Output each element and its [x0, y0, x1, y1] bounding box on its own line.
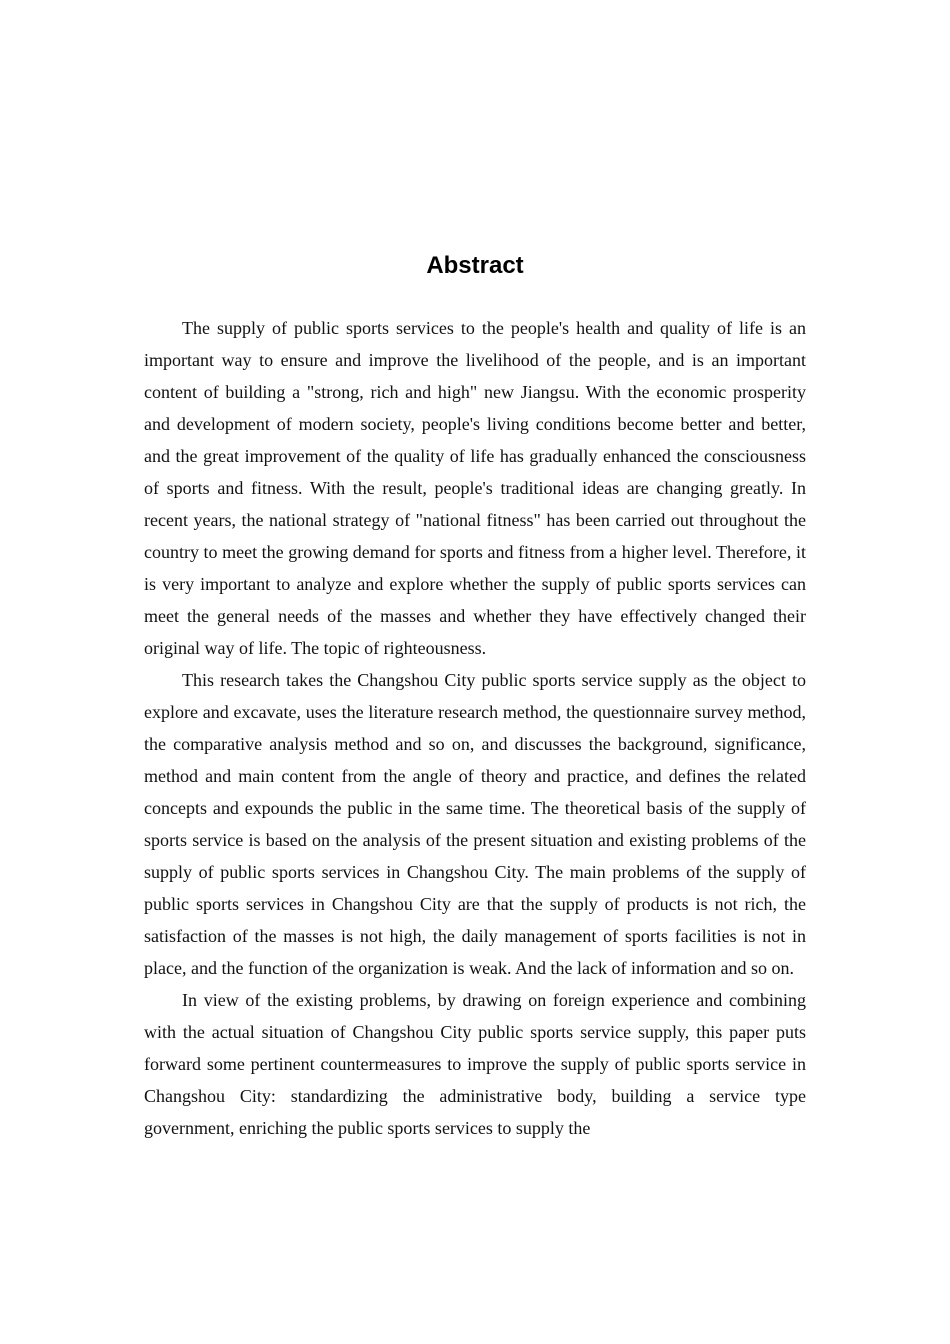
abstract-body — [144, 312, 806, 1144]
abstract-paragraph-2: This research takes the Changshou City public sports service supply as the object to explore and excavate, uses the literature research method, the questionnaire survey method, the comparative analysis method and so on, and discusses the background, significance, method and main content from the angle of theory and practice, and defines the related concepts and expounds the public in the same time. The theoretical basis of the supply of sports service is based on the analysis of the present situation and existing problems of the supply of public sports services in Changshou City. The main problems of the supply of public sports services in Changshou City are that the supply of products is not rich, the satisfaction of the masses is not high, the daily management of sports facilities is not in place, and the function of the organization is weak. And the lack of information and so on. — [144, 670, 806, 978]
abstract-paragraph-3: In view of the existing problems, by drawing on foreign experience and combining with the actual situation of Changshou City public sports service supply, this paper puts forward some pertinent countermeasures to improve the supply of public sports service in Changshou City: standardizing the administrative body, building a service type government, enriching the public sports services to supply the — [144, 990, 806, 1138]
abstract-paragraph-1: The supply of public sports services to the people's health and quality of life is an important way to ensure and improve the livelihood of the people, and is an important content of building a "strong, rich and high" new Jiangsu. With the economic prosperity and development of modern society, people's living conditions become better and better, and the great improvement of the quality of life has gradually enhanced the consciousness of sports and fitness. With the result, people's traditional ideas are changing greatly. In recent years, the national strategy of "national fitness" has been carried out throughout the country to meet the growing demand for sports and fitness from a higher level. Therefore, it is very important to analyze and explore whether the supply of public sports services can meet the general needs of the masses and whether they have effectively changed their original way of life. The topic of righteousness. — [144, 318, 806, 658]
abstract-title: Abstract — [426, 252, 524, 279]
